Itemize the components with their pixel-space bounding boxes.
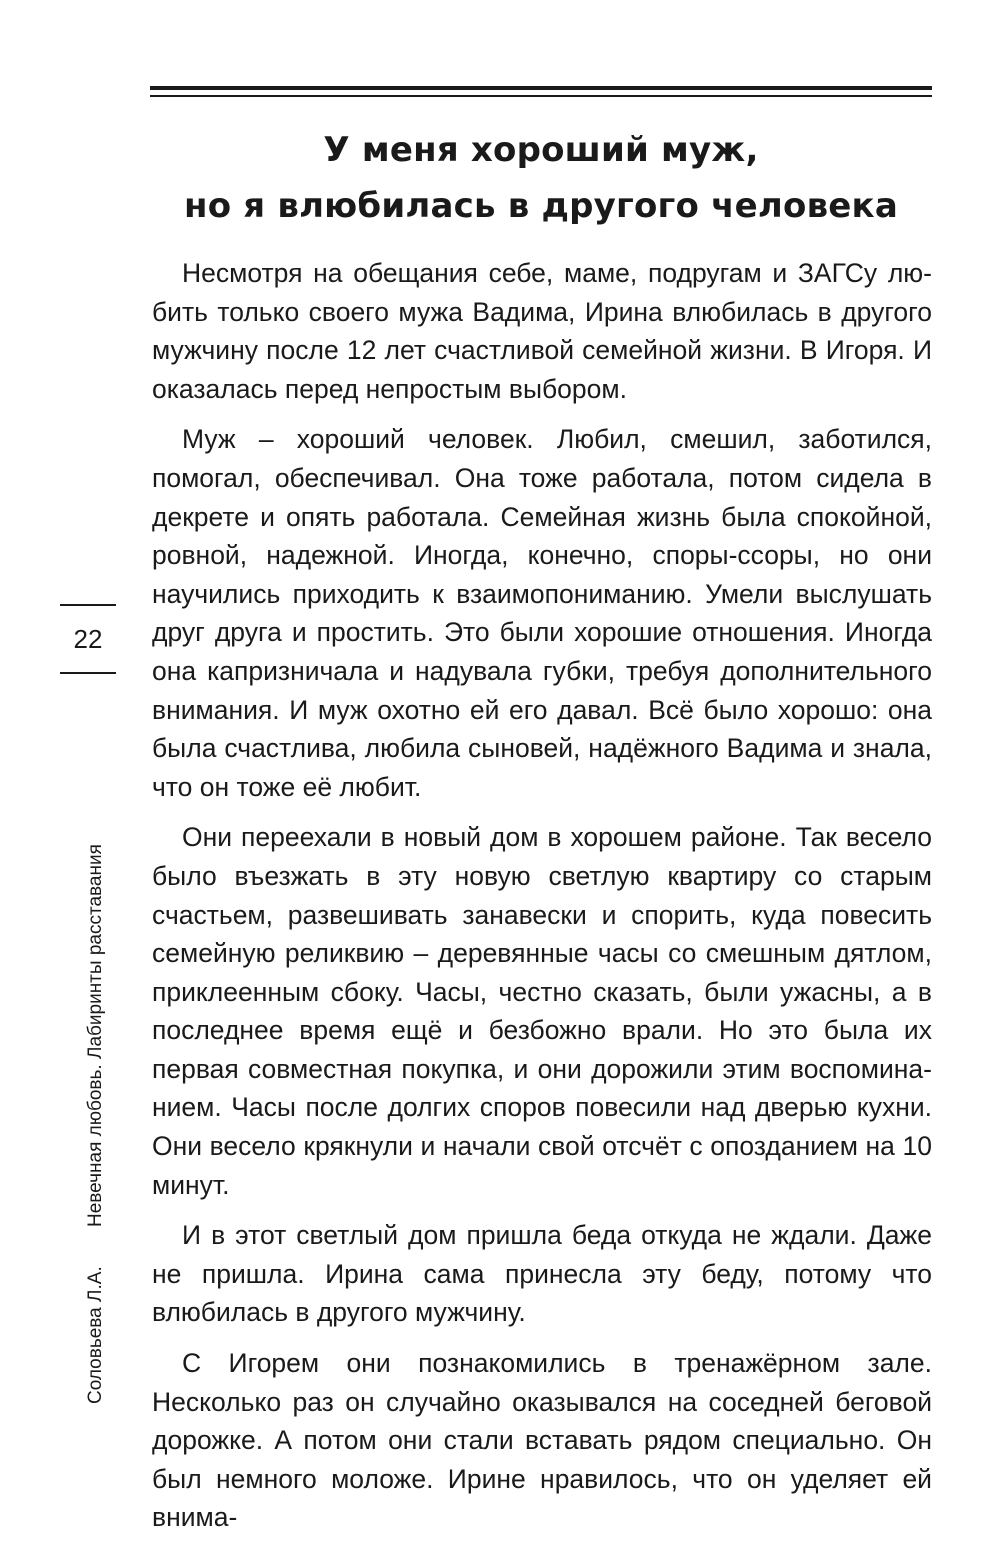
paragraph-3: Они переехали в новый дом в хорошем районе. Так весело было въезжать в эту новую светлую квартиру со старым счастьем, развешивать занавески и спорить, куда повесить семейную реликвию – деревянные часы со смешным дятлом, приклеенным сбоку. Часы, честно сказать, были ужасны, а в последнее время ещё и безбожно врали. Но это была их первая совместная покупка, и они дорожили этим воспоминанием. Часы после долгих споров повесили над дверью кухни. Они весело крякнули и начали свой отсчёт с опозданием на 10 минут. — [152, 822, 932, 1200]
body-text — [152, 254, 932, 1549]
page-number: 22 — [73, 624, 103, 654]
running-head-author: Соловьева Л.А. — [85, 1266, 106, 1404]
paragraph-4: И в этот светлый дом пришла беда откуда не ждали. Даже не пришла. Ирина сама принесла эту беду, потому что влюбилась в другого мужчину. — [152, 1220, 932, 1328]
paragraph-2: Муж – хороший человек. Любил, смешил, заботился, помогал, обеспечивал. Она тоже работала, потом сидела в декрете и опять работала. Семейная жизнь была спокойной, ровной, надежной. Иногда, конечно, споры-ссоры, но они научились приходить к взаимопониманию. Умели выслушать друг друга и простить. Это были хорошие отношения. Иногда она капризничала и надувала губки, требуя дополнительного внимания. И муж охотно ей его давал. Всё было хорошо: она была счастлива, любила сыновей, надёжного Вадима и знала, что он тоже её любит. — [152, 424, 932, 802]
running-head — [84, 844, 108, 1404]
chapter-title — [150, 122, 932, 234]
page-number-block — [60, 604, 116, 674]
header-rule-thick — [150, 86, 932, 90]
running-head-book-title: Невечная любовь. Лабиринты расставания — [85, 844, 106, 1227]
paragraph-1: Несмотря на обещания себе, маме, подругам и ЗАГСу любить только своего мужа Вадима, Ирина влюбилась в другого мужчину после 12 лет счастливой семейной жизни. В Игоря. И оказалась перед непростым выбором. — [152, 258, 932, 404]
chapter-title-line-2: но я влюбилась в другого человека — [184, 186, 898, 226]
paragraph-5: С Игорем они познакомились в тренажёрном зале. Несколько раз он случайно оказывался на соседней беговой дорожке. А потом они стали вставать рядом специально. Он был немного моложе. Ирине нравилось, что он уделяет ей внима- — [152, 1348, 932, 1533]
chapter-title-line-1: У меня хороший муж, — [323, 130, 759, 170]
header-rule-thin — [150, 95, 932, 97]
page-number-rule-bottom — [60, 672, 116, 674]
